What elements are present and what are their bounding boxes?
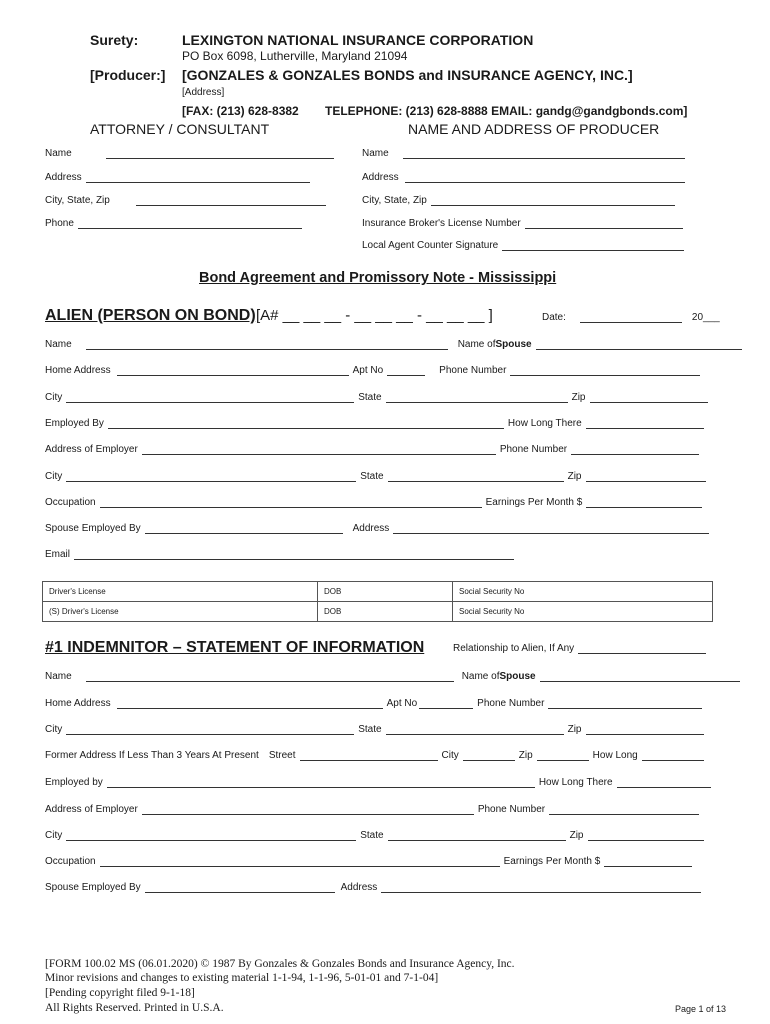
attorney-address-row: [45, 172, 314, 183]
footer-rights: All Rights Reserved. Printed in U.S.A.: [45, 1002, 224, 1014]
indemnitor-earnings-field[interactable]: [604, 856, 692, 867]
alien-earnings-field[interactable]: [586, 497, 702, 508]
alien-employed-row: [45, 418, 708, 429]
producer-signature-field[interactable]: [502, 240, 684, 251]
indemnitor-city-field[interactable]: [66, 724, 354, 735]
indemnitor-city-label: City: [45, 724, 63, 735]
alien-city-label: City: [45, 392, 63, 403]
alien-phone-field[interactable]: [510, 365, 700, 376]
indemnitor-occupation-field[interactable]: [100, 856, 500, 867]
attorney-name-field[interactable]: [106, 148, 334, 159]
indemnitor-home-field[interactable]: [117, 698, 383, 709]
indemnitor-spouse-label-bold: Spouse: [499, 671, 536, 682]
alien-email-row: [45, 549, 518, 560]
indemnitor-home-row: [45, 698, 706, 709]
alien-name-label: Name: [45, 339, 72, 350]
indemnitor-occupation-label: Occupation: [45, 856, 96, 867]
indemnitor-name-field[interactable]: [86, 671, 454, 682]
alien-occupation-label: Occupation: [45, 497, 96, 508]
indemnitor-employer-address-row: [45, 804, 703, 815]
alien-employer-city-row: [45, 471, 710, 482]
alien-date-field[interactable]: [580, 312, 682, 323]
indemnitor-state-field[interactable]: [386, 724, 564, 735]
alien-how-long-label: How Long There: [507, 418, 582, 429]
indemnitor-name-row: [45, 671, 744, 682]
indemnitor-earnings-label: Earnings Per Month $: [503, 856, 601, 867]
surety-name: LEXINGTON NATIONAL INSURANCE CORPORATION: [182, 32, 534, 48]
alien-apt-label: Apt No: [352, 365, 384, 376]
surety-label: Surety:: [90, 32, 139, 48]
indemnitor-employed-label: Employed by: [45, 777, 103, 788]
indemnitor-former-city-field[interactable]: [463, 750, 515, 761]
alien-employer-zip-label: Zip: [567, 471, 582, 482]
attorney-phone-label: Phone: [45, 218, 74, 229]
alien-date-year: 20___: [691, 312, 720, 323]
indemnitor-spouse-label: Name of: [461, 671, 500, 682]
alien-spouse-address-field[interactable]: [393, 523, 709, 534]
producer-city-label: City, State, Zip: [362, 195, 427, 206]
indemnitor-spouse-employed-label: Spouse Employed By: [45, 882, 141, 893]
indemnitor-former-row: [45, 750, 708, 761]
producer-city-field[interactable]: [431, 195, 675, 206]
indemnitor-employer-state-field[interactable]: [388, 830, 566, 841]
indemnitor-apt-label: Apt No: [386, 698, 418, 709]
alien-spouse-employed-row: [45, 523, 713, 534]
alien-email-field[interactable]: [74, 549, 514, 560]
indemnitor-how-long-label: How Long There: [538, 777, 613, 788]
alien-heading: ALIEN (PERSON ON BOND): [45, 307, 256, 324]
alien-employer-zip-field[interactable]: [586, 471, 706, 482]
indemnitor-home-label: Home Address: [45, 698, 111, 709]
indemnitor-employer-phone-field[interactable]: [549, 804, 699, 815]
footer-form-number: [FORM 100.02 MS (06.01.2020) © 1987 By Gonzales & Gonzales Bonds and Insurance Agency, Inc.: [45, 958, 515, 970]
indemnitor-employer-zip-field[interactable]: [588, 830, 704, 841]
alien-occupation-row: [45, 497, 706, 508]
indemnitor-former-zip-field[interactable]: [537, 750, 589, 761]
alien-email-label: Email: [45, 549, 71, 560]
indemnitor-former-how-long-label: How Long: [592, 750, 638, 761]
attorney-name-row: [45, 148, 338, 159]
attorney-phone-row: [45, 218, 306, 229]
indemnitor-spouse-employed-row: [45, 882, 705, 893]
license-cell[interactable]: Driver's License: [43, 582, 318, 602]
producer-name-label: Name: [362, 148, 389, 159]
footer-revisions: Minor revisions and changes to existing material 1-1-94, 1-1-96, 5-01-01 and 7-1-04]: [45, 972, 439, 984]
indemnitor-state-label: State: [358, 724, 382, 735]
surety-address: PO Box 6098, Lutherville, Maryland 21094: [182, 49, 408, 63]
alien-employer-address-label: Address of Employer: [45, 444, 138, 455]
alien-date-row: [542, 312, 720, 323]
producer-fax: [FAX: (213) 628-8382: [182, 104, 299, 118]
alien-occupation-field[interactable]: [100, 497, 482, 508]
indemnitor-employer-zip-label: Zip: [569, 830, 584, 841]
attorney-phone-field[interactable]: [78, 218, 302, 229]
alien-date-label: Date:: [542, 312, 566, 323]
indemnitor-former-zip-label: Zip: [518, 750, 533, 761]
alien-spouse-label-bold: Spouse: [495, 339, 532, 350]
indemnitor-relationship-field[interactable]: [578, 643, 706, 654]
producer-address-field[interactable]: [405, 172, 685, 183]
indemnitor-employer-city-row: [45, 830, 708, 841]
indemnitor-employer-phone-label: Phone Number: [477, 804, 546, 815]
attorney-city-field[interactable]: [136, 195, 326, 206]
indemnitor-how-long-field[interactable]: [617, 777, 711, 788]
table-row: [43, 582, 713, 602]
spouse-license-cell[interactable]: (S) Driver's License: [43, 602, 318, 622]
footer-copyright: [Pending copyright filed 9-1-18]: [45, 987, 195, 999]
alien-spouse-employed-field[interactable]: [145, 523, 343, 534]
producer-license-row: [362, 218, 687, 229]
producer-name-field[interactable]: [403, 148, 685, 159]
alien-employer-phone-field[interactable]: [571, 444, 699, 455]
indemnitor-city-row: [45, 724, 708, 735]
alien-city-field[interactable]: [66, 392, 354, 403]
attorney-heading: ATTORNEY / CONSULTANT: [90, 121, 270, 137]
alien-employer-state-field[interactable]: [388, 471, 564, 482]
alien-employer-city-field[interactable]: [66, 471, 356, 482]
indemnitor-spouse-employed-field[interactable]: [145, 882, 335, 893]
alien-spouse-employed-label: Spouse Employed By: [45, 523, 141, 534]
page-number: Page 1 of 13: [675, 1004, 727, 1014]
producer-label: [Producer:]: [90, 67, 166, 83]
alien-zip-label: Zip: [571, 392, 586, 403]
alien-employed-field[interactable]: [108, 418, 504, 429]
spouse-ssn-cell[interactable]: Social Security No: [453, 602, 713, 622]
indemnitor-employer-city-field[interactable]: [66, 830, 356, 841]
alien-employer-state-label: State: [360, 471, 384, 482]
spouse-dob-cell[interactable]: DOB: [318, 602, 453, 622]
indemnitor-spouse-address-label: Address: [340, 882, 378, 893]
alien-zip-field[interactable]: [590, 392, 708, 403]
producer-address-row: [362, 172, 689, 183]
alien-employer-address-field[interactable]: [142, 444, 496, 455]
alien-home-label: Home Address: [45, 365, 111, 376]
alien-how-long-field[interactable]: [586, 418, 704, 429]
license-table: [42, 581, 713, 622]
alien-apt-field[interactable]: [387, 365, 425, 376]
indemnitor-occupation-row: [45, 856, 696, 867]
producer-name-row: [362, 148, 689, 159]
alien-employer-city-label: City: [45, 471, 63, 482]
producer-license-label: Insurance Broker's License Number: [362, 218, 521, 229]
attorney-city-label: City, State, Zip: [45, 195, 110, 206]
dob-cell[interactable]: DOB: [318, 582, 453, 602]
indemnitor-former-city-label: City: [441, 750, 459, 761]
producer-license-field[interactable]: [525, 218, 683, 229]
alien-earnings-label: Earnings Per Month $: [485, 497, 583, 508]
attorney-city-row: [45, 195, 330, 206]
producer-telephone-email: TELEPHONE: (213) 628-8888 EMAIL: gandg@gandgbonds.com]: [325, 104, 688, 118]
producer-city-row: [362, 195, 679, 206]
producer-heading: NAME AND ADDRESS OF PRODUCER: [408, 121, 660, 137]
indemnitor-spouse-field[interactable]: [540, 671, 740, 682]
indemnitor-employer-address-field[interactable]: [142, 804, 474, 815]
alien-spouse-address-label: Address: [352, 523, 390, 534]
indemnitor-former-label: Former Address If Less Than 3 Years At Present: [45, 750, 259, 761]
indemnitor-apt-field[interactable]: [419, 698, 473, 709]
indemnitor-zip-label: Zip: [567, 724, 582, 735]
indemnitor-employer-state-label: State: [360, 830, 384, 841]
attorney-address-field[interactable]: [86, 172, 310, 183]
indemnitor-street-field[interactable]: [300, 750, 438, 761]
indemnitor-name-label: Name: [45, 671, 72, 682]
alien-spouse-label: Name of: [457, 339, 496, 350]
alien-employed-label: Employed By: [45, 418, 104, 429]
alien-employer-phone-label: Phone Number: [499, 444, 568, 455]
indemnitor-heading: #1 INDEMNITOR – STATEMENT OF INFORMATION: [45, 639, 425, 656]
alien-employer-address-row: [45, 444, 703, 455]
indemnitor-phone-label: Phone Number: [477, 698, 545, 709]
alien-state-field[interactable]: [386, 392, 568, 403]
indemnitor-street-label: Street: [268, 750, 296, 761]
table-row: [43, 602, 713, 622]
indemnitor-former-how-long-field[interactable]: [642, 750, 704, 761]
producer-signature-label: Local Agent Counter Signature: [362, 240, 499, 251]
alien-state-label: State: [358, 392, 382, 403]
ssn-cell[interactable]: Social Security No: [453, 582, 713, 602]
indemnitor-spouse-address-field[interactable]: [381, 882, 701, 893]
alien-phone-label: Phone Number: [439, 365, 507, 376]
producer-address-label: Address: [362, 172, 399, 183]
alien-city-row: [45, 392, 712, 403]
indemnitor-employer-address-label: Address of Employer: [45, 804, 138, 815]
attorney-name-label: Name: [45, 148, 72, 159]
alien-home-field[interactable]: [117, 365, 349, 376]
form-title: Bond Agreement and Promissory Note - Mississippi: [199, 270, 557, 286]
indemnitor-employed-field[interactable]: [107, 777, 535, 788]
indemnitor-employed-row: [45, 777, 715, 788]
producer-address: [Address]: [182, 87, 225, 98]
producer-name: [GONZALES & GONZALES BONDS and INSURANCE AGENCY, INC.]: [182, 67, 633, 83]
attorney-address-label: Address: [45, 172, 82, 183]
indemnitor-phone-field[interactable]: [548, 698, 702, 709]
alien-home-row: [45, 365, 704, 376]
indemnitor-relationship-label: Relationship to Alien, If Any: [453, 643, 575, 654]
alien-name-row: [45, 339, 746, 350]
indemnitor-zip-field[interactable]: [586, 724, 704, 735]
producer-signature-row: [362, 240, 688, 251]
alien-a-number[interactable]: [A# __ __ __ - __ __ __ - __ __ __ ]: [256, 307, 493, 324]
alien-spouse-field[interactable]: [536, 339, 742, 350]
alien-name-field[interactable]: [86, 339, 448, 350]
indemnitor-employer-city-label: City: [45, 830, 63, 841]
indemnitor-relationship-row: [453, 643, 710, 654]
